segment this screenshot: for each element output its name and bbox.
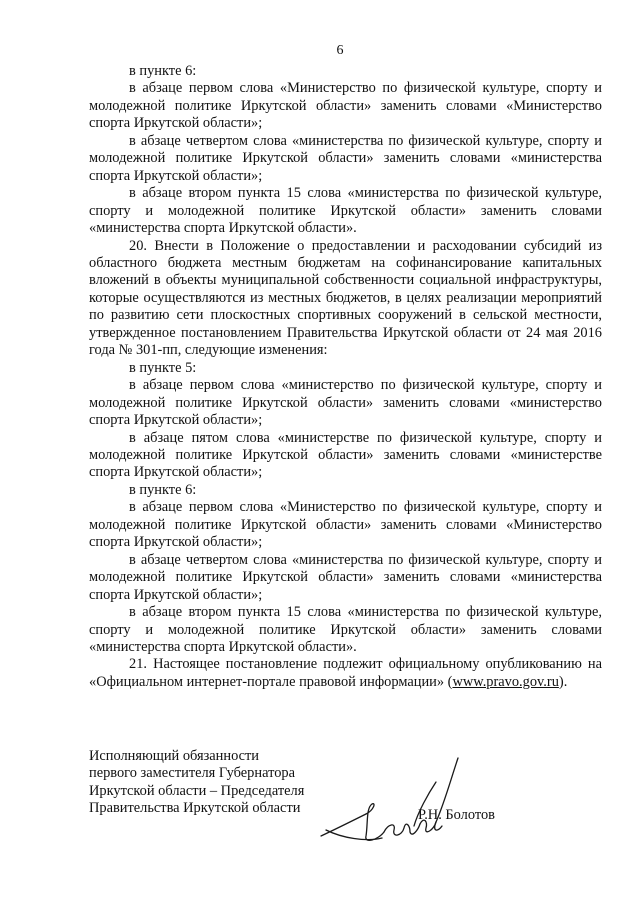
paragraph: в абзаце втором пункта 15 слова «министерства по физической культуре, спорту и молодежной политике Иркутской области» заменить словами «министерства спорта Иркутской области». [89,604,602,655]
paragraph: в абзаце первом слова «Министерство по физической культуре, спорту и молодежной политике Иркутской области» заменить словами «Министерство спорта Иркутской области»; [89,80,602,132]
final-paragraph [89,656,602,691]
final-paragraph-end: ). [558,673,568,690]
document-body [89,63,602,691]
paragraph: в пункте 6: [129,63,197,79]
paragraph: в абзаце четвертом слова «министерства по физической культуре, спорту и молодежной политике Иркутской области» заменить словами «министерства спорта Иркутской области»; [89,551,602,603]
signatory-title-line: Исполняющий обязанности [89,748,260,764]
signatory-title-line: Правительства Иркутской области [89,800,301,817]
paragraph: 20. Внести в Положение о предоставлении и расходовании субсидий из областного бюджета местным бюджетам на софинансирование капитальных вложений в объекты муниципальной собственности социальной инфраструктуры, которые осуществляются из местных бюджетов, в целях реализации мероприятий по развитию сети плоскостных спортивных сооружений в сельской местности, утвержденное постановлением Правительства Иркутской области от 24 мая 2016 года № 301-пп, следующие изменения: [89,237,602,359]
signatory-title-line: Иркутской области – Председателя [89,782,305,799]
paragraph: в пункте 6: [129,481,197,498]
signatory-title-line: первого заместителя Губернатора [89,765,295,782]
pravo-link[interactable]: www.pravo.gov.ru [452,673,559,690]
page-number: 6 [336,43,344,58]
final-paragraph-text: 21. Настоящее постановление подлежит официальному опубликованию на «Официальном интернет-портале правовой информации» ( [89,656,602,690]
paragraph: в пункте 5: [129,359,197,376]
handwritten-signature [318,752,468,852]
paragraph: в абзаце четвертом слова «министерства по физической культуре, спорту и молодежной политике Иркутской области» заменить словами «министерства спорта Иркутской области»; [89,132,602,184]
signatory-name: Р.Н. Болотов [418,807,495,823]
paragraph: в абзаце пятом слова «министерстве по физической культуре, спорту и молодежной политике Иркутской области» заменить словами «министерстве спорта Иркутской области»; [89,429,602,481]
paragraph: в абзаце первом слова «Министерство по физической культуре, спорту и молодежной политике Иркутской области» заменить словами «Министерство спорта Иркутской области»; [89,499,602,551]
paragraph: в абзаце первом слова «министерство по физической культуре, спорту и молодежной политике Иркутской области» заменить словами «министерство спорта Иркутской области»; [89,377,602,429]
paragraph: в абзаце втором пункта 15 слова «министерства по физической культуре, спорту и молодежной политике Иркутской области» заменить словами «министерства спорта Иркутской области». [89,185,602,237]
